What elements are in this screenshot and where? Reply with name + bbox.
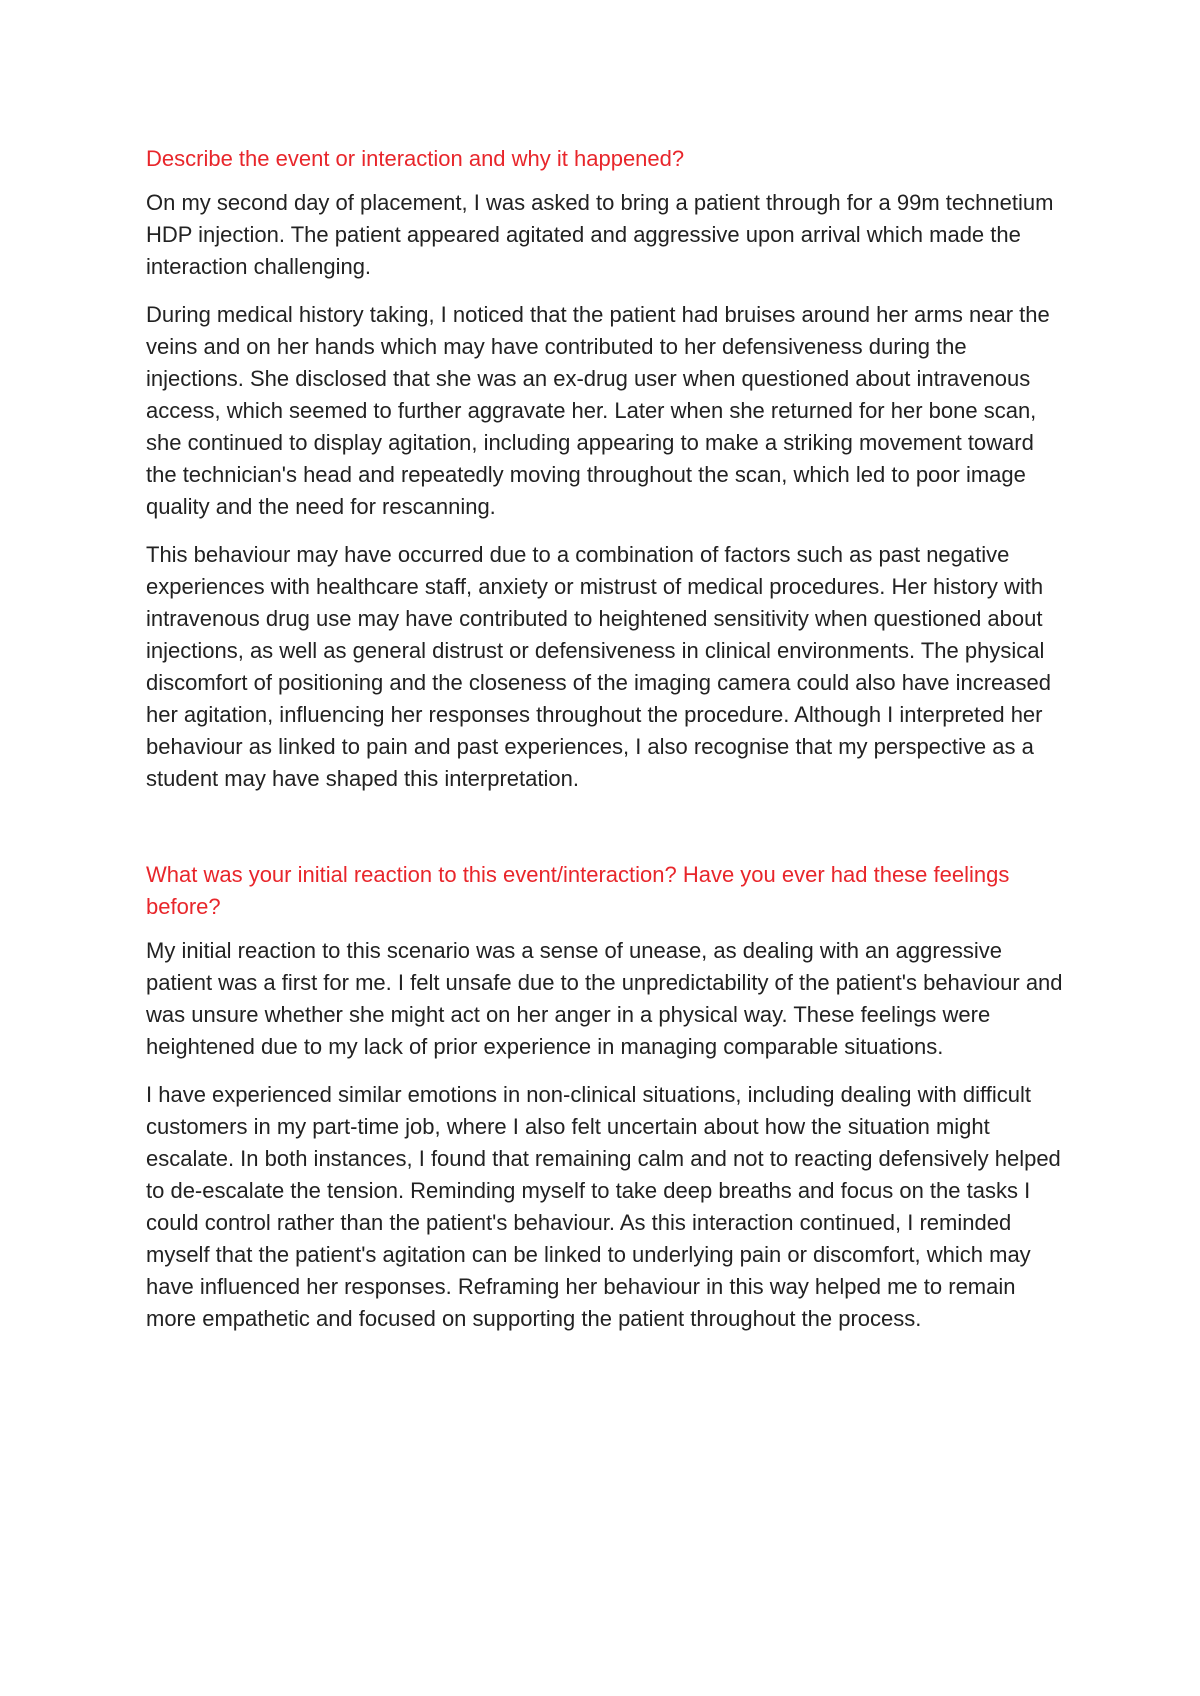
paragraph: During medical history taking, I noticed that the patient had bruises around her arms near the veins and on her hands which may have contributed to her defensiveness during the injections. She disclosed that she was an ex-drug user when questioned about intravenous access, which seemed to further aggravate her. Later when she returned for her bone scan, she continued to display agitation, including appearing to make a striking movement toward the technician's head and repeatedly moving throughout the scan, which led to poor image quality and the need for rescanning. (146, 302, 1050, 519)
paragraph: My initial reaction to this scenario was a sense of unease, as dealing with an aggressive patient was a first for me. I felt unsafe due to the unpredictability of the patient's behaviour and was unsure whether she might act on her anger in a physical way. These feelings were heightened due to my lack of prior experience in managing comparable situations. (146, 938, 1063, 1059)
section-spacer (146, 811, 1066, 859)
paragraph: I have experienced similar emotions in non-clinical situations, including dealing with difficult customers in my part-time job, where I also felt uncertain about how the situation might escalate. In both instances, I found that remaining calm and not to reacting defensively helped to de-escalate the tension. Reminding myself to take deep breaths and focus on the tasks I could control rather than the patient's behaviour. As this interaction continued, I reminded myself that the patient's agitation can be linked to underlying pain or discomfort, which may have influenced her responses. Reframing her behaviour in this way helped me to remain more empathetic and focused on supporting the patient throughout the process. (146, 1082, 1061, 1331)
paragraph: This behaviour may have occurred due to a combination of factors such as past negative experiences with healthcare staff, anxiety or mistrust of medical procedures. Her history with intravenous drug use may have contributed to heightened sensitivity when questioned about injections, as well as general distrust or defensiveness in clinical environments. The physical discomfort of positioning and the closeness of the imaging camera could also have increased her agitation, influencing her responses throughout the procedure. Although I interpreted her behaviour as linked to pain and past experiences, I also recognise that my perspective as a student may have shaped this interpretation. (146, 542, 1051, 791)
paragraph: On my second day of placement, I was asked to bring a patient through for a 99m technetium HDP injection. The patient appeared agitated and aggressive upon arrival which made the interaction challenging. (146, 190, 1054, 279)
document-body (146, 143, 1066, 1351)
section-heading: Describe the event or interaction and why it happened? (146, 146, 685, 171)
section-initial-reaction (146, 859, 1066, 1335)
section-heading: What was your initial reaction to this event/interaction? Have you ever had these feelings before? (146, 862, 1010, 919)
section-event-description (146, 143, 1066, 795)
